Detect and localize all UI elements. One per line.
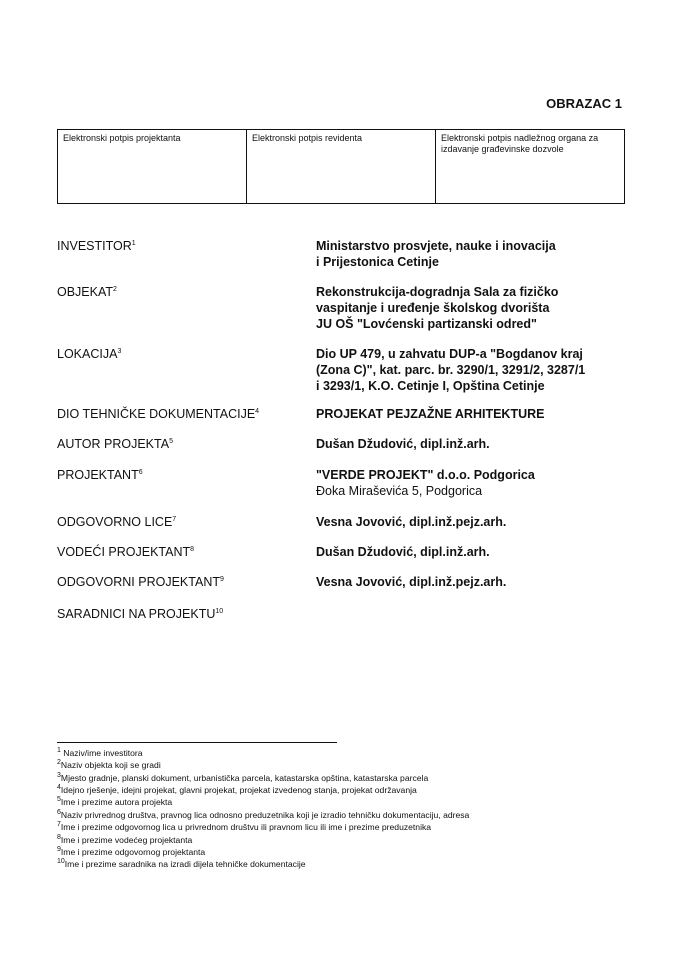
field-label: VODEĆI PROJEKTANT$^8$ bbox=[57, 545, 195, 559]
footnote: $^9$Ime i prezime odgovornog projektanta bbox=[57, 845, 206, 857]
footnote: $^7$Ime i prezime odgovornog lica u privrednom društvu ili pravnom licu ili ime i prezime preduzetnika bbox=[57, 821, 432, 833]
footnote: $^5$Ime i prezime autora projekta bbox=[57, 796, 173, 808]
field-value: Ministarstvo prosvjete, nauke i inovacija i Prijestonica Cetinje bbox=[316, 239, 556, 269]
field-value: Vesna Jovović, dipl.inž.pejz.arh. bbox=[316, 515, 507, 529]
footnote: $^4$Idejno rješenje, idejni projekat, glavni projekat, projekat izvedenog stanja, projekat održavanja bbox=[57, 784, 417, 795]
field-label: LOKACIJA$^3$ bbox=[57, 347, 122, 361]
footnote: $^1$ Naziv/ime investitora bbox=[57, 747, 143, 758]
field-value: "VERDE PROJEKT" d.o.o. Podgorica Đoka Miraševića 5, Podgorica bbox=[316, 468, 535, 498]
footnote: $^3$Mjesto gradnje, planski dokument, urbanistička parcela, katastarska opština, katastarska parcela bbox=[57, 771, 429, 783]
field-value: Rekonstrukcija-dogradnja Sala za fizičko vaspitanje i uređenje školskog dvorišta JU OŠ "Lovćenski partizanski odred" bbox=[316, 285, 559, 331]
footnote: $^8$Ime i prezime vodećeg projektanta bbox=[57, 833, 193, 845]
form-title: OBRAZAC 1 bbox=[546, 96, 622, 111]
footnote: $^{10}$Ime i prezime saradnika na izradi dijela tehničke dokumentacije bbox=[57, 858, 306, 870]
field-label: PROJEKTANT$^6$ bbox=[57, 468, 143, 482]
field-label: INVESTITOR$^1$ bbox=[57, 239, 136, 253]
field-value: Dušan Džudović, dipl.inž.arh. bbox=[316, 545, 490, 559]
field-value: Dio UP 479, u zahvatu DUP-a "Bogdanov kraj (Zona C)", kat. parc. br. 3290/1, 3291/2, 3287/1 i 3293/1, K.O. Cetinje I, Opština Cetinje bbox=[316, 347, 586, 393]
signature-cell-authority: Elektronski potpis nadležnog organa za izdavanje građevinske dozvole bbox=[441, 133, 599, 154]
field-value: Vesna Jovović, dipl.inž.pejz.arh. bbox=[316, 575, 507, 589]
field-label: AUTOR PROJEKTA$^5$ bbox=[57, 437, 173, 451]
field-label: SARADNICI NA PROJEKTU$^{10}$ bbox=[57, 607, 224, 621]
footnote-divider bbox=[57, 742, 337, 743]
signature-table bbox=[57, 129, 625, 204]
signature-cell-reviewer: Elektronski potpis revidenta bbox=[247, 130, 436, 203]
signature-cell-designer: Elektronski potpis projektanta bbox=[58, 130, 247, 203]
field-value: Dušan Džudović, dipl.inž.arh. bbox=[316, 437, 490, 451]
footnote: $^2$Naziv objekta koji se gradi bbox=[57, 759, 161, 771]
field-label: ODGOVORNO LICE$^7$ bbox=[57, 515, 177, 529]
footnotes bbox=[57, 746, 469, 870]
field-value: PROJEKAT PEJZAŽNE ARHITEKTURE bbox=[316, 407, 545, 421]
footnote: $^6$Naziv privrednog društva, pravnog lica odnosno preduzetnika koji je izradio tehničku dokumentaciju, adresa bbox=[57, 808, 470, 820]
field-label: DIO TEHNIČKE DOKUMENTACIJE$^4$ bbox=[57, 407, 260, 421]
field-label: ODGOVORNI PROJEKTANT$^9$ bbox=[57, 575, 224, 589]
field-label: OBJEKAT$^2$ bbox=[57, 285, 117, 299]
